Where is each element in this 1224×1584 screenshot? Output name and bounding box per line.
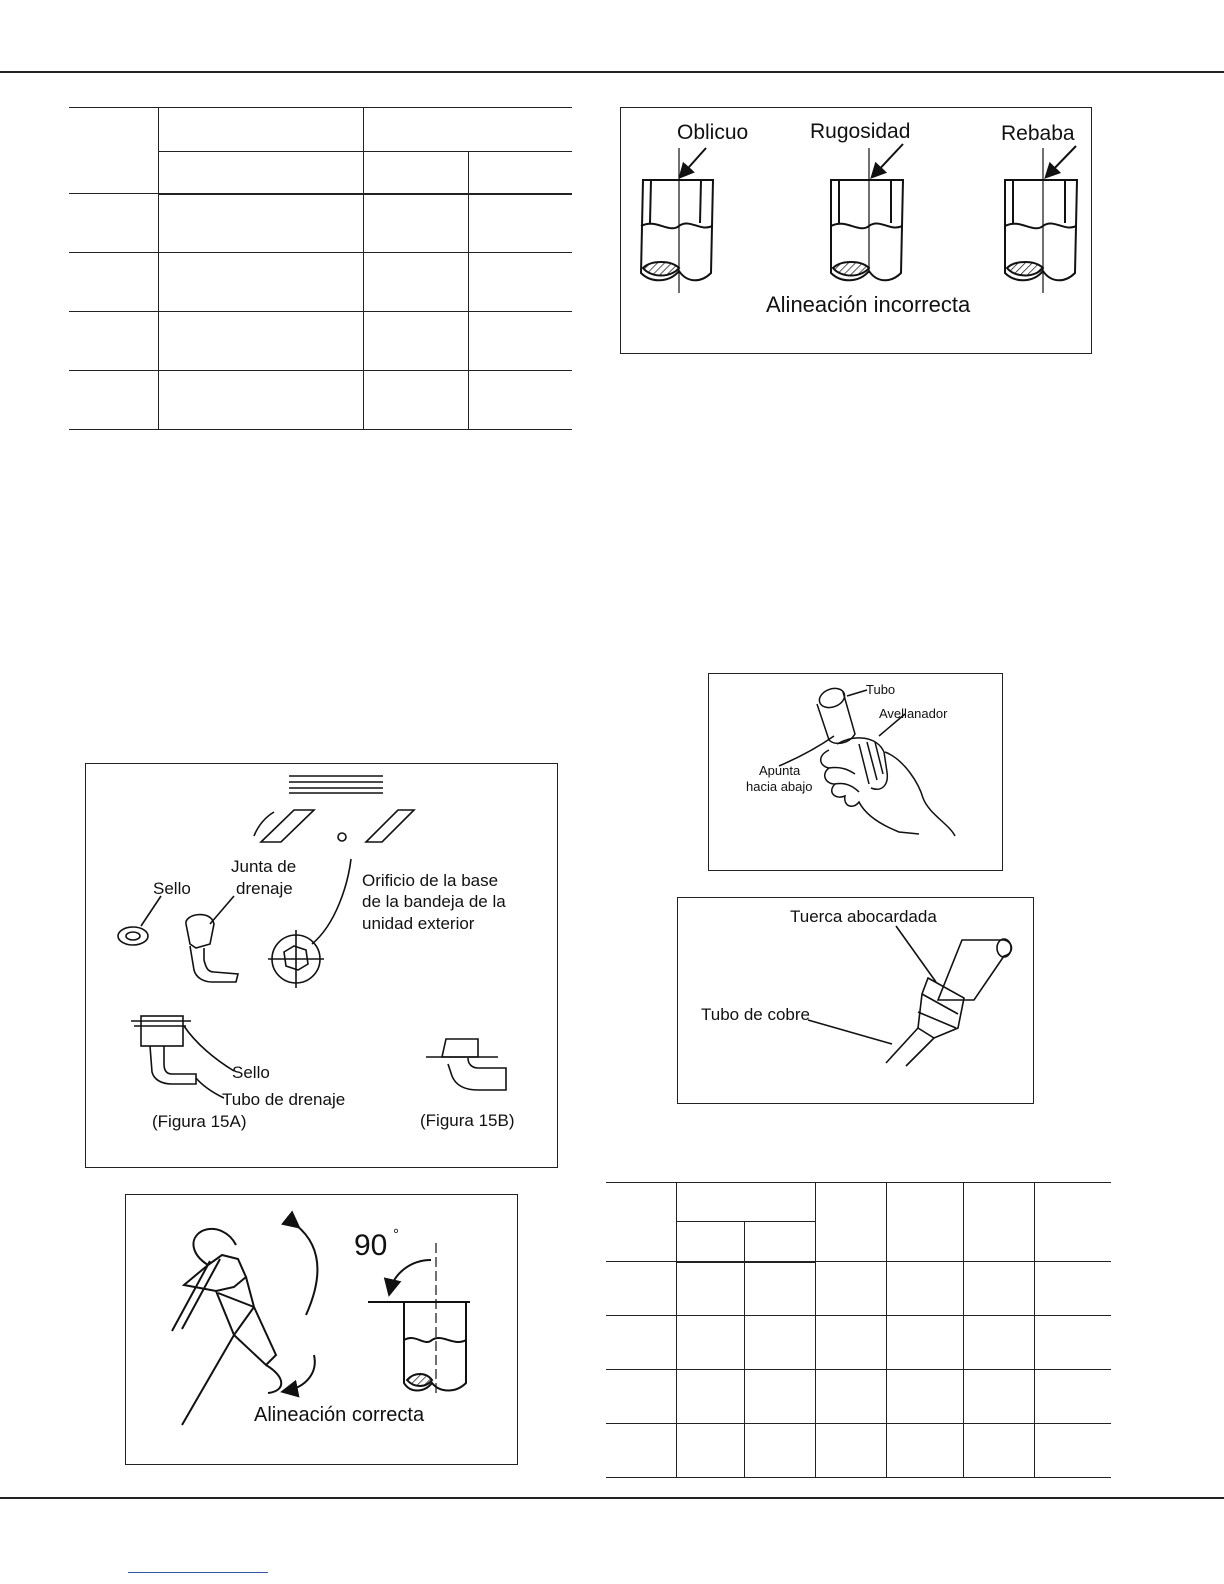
pipe-length-table <box>69 107 572 430</box>
tube-end <box>938 940 1012 1000</box>
label-fig-15a: (Figura 15A) <box>152 1112 247 1131</box>
seal-ring <box>118 927 148 945</box>
pipe-roughness <box>831 144 903 280</box>
flare-nut <box>918 978 964 1038</box>
label-drain-tube: Tubo de drenaje <box>222 1090 346 1109</box>
incorrect-alignment-figure <box>620 107 1092 354</box>
label-roughness: Rugosidad <box>810 120 911 143</box>
label-point-2: hacia abajo <box>746 779 813 794</box>
base-slot-right <box>366 810 414 842</box>
label-hole-1: Orificio de la base <box>362 871 499 890</box>
drain-joint <box>186 915 214 948</box>
header-rule <box>0 71 1224 73</box>
label-burr: Rebaba <box>1001 122 1075 145</box>
caption-correct: Alineación correcta <box>254 1404 425 1426</box>
drain-joint-figure <box>85 763 558 1168</box>
label-seal-2: Sello <box>232 1063 270 1082</box>
label-oblique: Oblicuo <box>677 121 749 144</box>
drain-tube-15a <box>150 1046 196 1084</box>
label-point-1: Apunta <box>759 763 801 778</box>
label-nut: Tuerca abocardada <box>790 907 937 926</box>
flare-nut-figure <box>677 897 1034 1104</box>
footer-link-underline[interactable] <box>128 1572 268 1573</box>
caption-incorrect: Alineación incorrecta <box>766 292 971 317</box>
label-fig-15b: (Figura 15B) <box>420 1111 515 1130</box>
label-degree: ° <box>393 1226 399 1243</box>
label-angle: 90 <box>354 1229 388 1262</box>
reamer-figure <box>708 673 1003 871</box>
label-hole-2: de la bandeja de la <box>362 892 506 911</box>
tube-shape <box>817 685 848 711</box>
label-joint-2: drenaje <box>236 879 293 898</box>
flare-dimension-table <box>606 1182 1111 1478</box>
pipe-correct <box>368 1243 470 1395</box>
hand-shape <box>821 750 919 834</box>
label-reamer: Avellanador <box>879 706 948 721</box>
footer-rule <box>0 1497 1224 1499</box>
label-copper-tube: Tubo de cobre <box>701 1005 810 1024</box>
pipe-cutter <box>172 1225 317 1425</box>
pipe-oblique <box>641 148 713 293</box>
correct-alignment-figure <box>125 1194 518 1465</box>
label-seal: Sello <box>153 879 191 898</box>
label-joint-1: Junta de <box>231 857 297 876</box>
label-tube: Tubo <box>866 682 896 697</box>
joint-15b-body <box>442 1039 478 1057</box>
pipe-burr <box>1005 146 1077 293</box>
label-hole-3: unidad exterior <box>362 914 475 933</box>
hole-marker <box>338 833 346 841</box>
